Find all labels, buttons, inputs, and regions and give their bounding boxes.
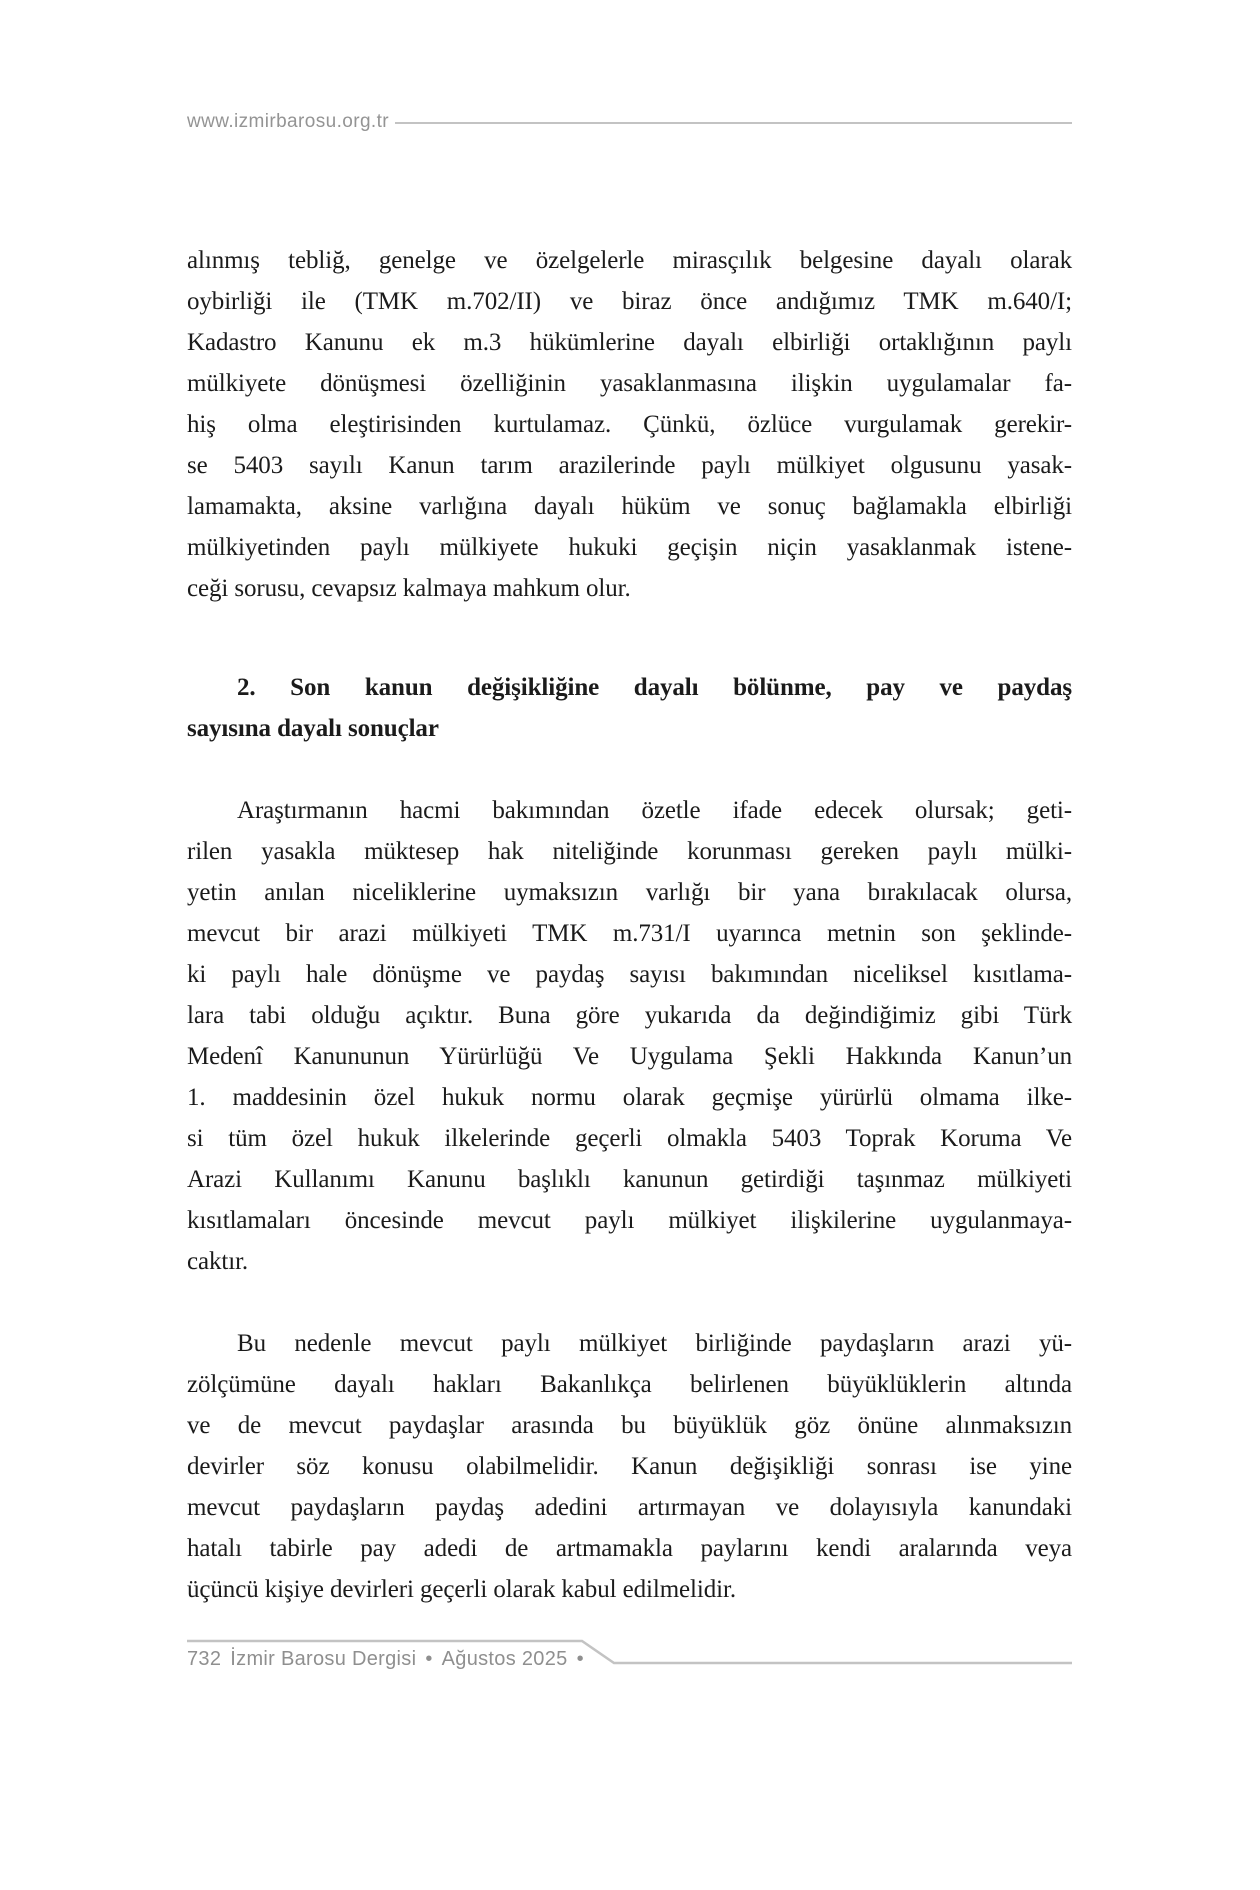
text-line: oybirliği ile (TMK m.702/II) ve biraz önce andığımız TMK m.640/I; — [187, 288, 1072, 315]
article-body — [187, 240, 1072, 1610]
page-header — [187, 108, 1072, 136]
text-line: kısıtlamaları öncesinde mevcut paylı mülkiyet ilişkilerine uygulanmaya- — [187, 1207, 1072, 1234]
footer-text — [187, 1648, 584, 1671]
text-line: Medenî Kanununun Yürürlüğü Ve Uygulama Şekli Hakkında Kanun’un — [187, 1043, 1072, 1070]
text-line: devirler söz konusu olabilmelidir. Kanun değişikliği sonrası ise yine — [187, 1453, 1072, 1480]
text-line: mevcut bir arazi mülkiyeti TMK m.731/I uyarınca metnin son şeklinde- — [187, 920, 1072, 947]
header-rule — [395, 122, 1072, 124]
text-line: üçüncü kişiye devirleri geçerli olarak kabul edilmelidir. — [187, 1576, 736, 1603]
text-line: mevcut paydaşların paydaş adedini artırmayan ve dolayısıyla kanundaki — [187, 1494, 1072, 1521]
text-line: yetin anılan niceliklerine uymaksızın varlığı bir yana bırakılacak olursa, — [187, 879, 1072, 906]
footer-bullet: • — [576, 1648, 584, 1670]
text-line: rilen yasakla müktesep hak niteliğinde korunması gereken paylı mülki- — [187, 838, 1072, 865]
text-line: se 5403 sayılı Kanun tarım arazilerinde paylı mülkiyet olgusunu yasak- — [187, 452, 1072, 479]
footer-journal-title: İzmir Barosu Dergisi — [230, 1648, 417, 1670]
text-line: mülkiyetinden paylı mülkiyete hukuki geçişin niçin yasaklanmak istene- — [187, 534, 1072, 561]
paragraph — [187, 790, 1072, 1282]
text-line: ki paylı hale dönüşme ve paydaş sayısı bakımından niceliksel kısıtlama- — [187, 961, 1072, 988]
text-line: Bu nedenle mevcut paylı mülkiyet birliğinde paydaşların arazi yü- — [237, 1330, 1072, 1357]
text-line: alınmış tebliğ, genelge ve özelgelerle mirasçılık belgesine dayalı olarak — [187, 247, 1072, 274]
footer-bullet: • — [425, 1648, 433, 1670]
text-line: lamamakta, aksine varlığına dayalı hüküm ve sonuç bağlamakla elbirliği — [187, 493, 1072, 520]
header-site-url: www.izmirbarosu.org.tr — [187, 111, 390, 132]
text-line: Araştırmanın hacmi bakımından özetle ifade edecek olursak; geti- — [237, 797, 1072, 824]
page-footer — [187, 1639, 1072, 1681]
text-line: ceği sorusu, cevapsız kalmaya mahkum olur. — [187, 575, 631, 602]
text-line: zölçümüne dayalı hakları Bakanlıkça belirlenen büyüklüklerin altında — [187, 1371, 1072, 1398]
text-line: sayısına dayalı sonuçlar — [187, 715, 439, 742]
text-line: Kadastro Kanunu ek m.3 hükümlerine dayalı elbirliği ortaklığının paylı — [187, 329, 1072, 356]
paragraph — [187, 1323, 1072, 1610]
section-heading — [187, 667, 1072, 749]
text-line: 1. maddesinin özel hukuk normu olarak geçmişe yürürlü olmama ilke- — [187, 1084, 1072, 1111]
text-line: Arazi Kullanımı Kanunu başlıklı kanunun getirdiği taşınmaz mülkiyeti — [187, 1166, 1072, 1193]
text-line: ve de mevcut paydaşlar arasında bu büyüklük göz önüne alınmaksızın — [187, 1412, 1072, 1439]
text-line: caktır. — [187, 1248, 249, 1275]
text-line: si tüm özel hukuk ilkelerinde geçerli olmakla 5403 Toprak Koruma Ve — [187, 1125, 1072, 1152]
text-line: mülkiyete dönüşmesi özelliğinin yasaklanmasına ilişkin uygulamalar fa- — [187, 370, 1072, 397]
text-line: lara tabi olduğu açıktır. Buna göre yukarıda da değindiğimiz gibi Türk — [187, 1002, 1072, 1029]
text-line: hiş olma eleştirisinden kurtulamaz. Çünkü, özlüce vurgulamak gerekir- — [187, 411, 1072, 438]
text-line: hatalı tabirle pay adedi de artmamakla paylarını kendi aralarında veya — [187, 1535, 1072, 1562]
footer-issue-date: Ağustos 2025 — [441, 1648, 568, 1670]
text-line: 2. Son kanun değişikliğine dayalı bölünme, pay ve paydaş — [237, 674, 1072, 701]
footer-page-number: 732 — [187, 1648, 222, 1670]
paragraph — [187, 240, 1072, 609]
